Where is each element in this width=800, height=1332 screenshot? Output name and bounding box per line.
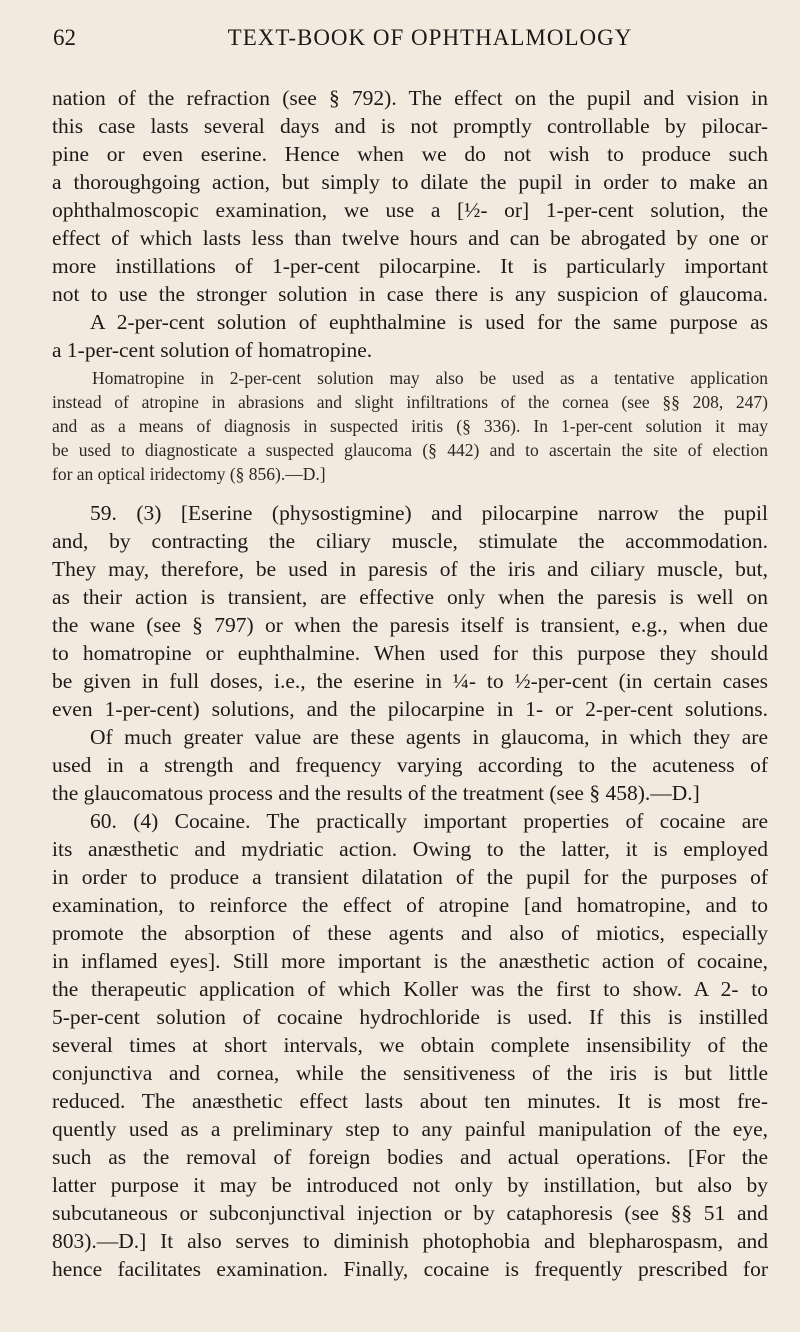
text-line: to homatropine or euphthalmine. When used for this purpose they should [52, 641, 768, 665]
text-line: not to use the stronger solution in case there is any suspicion of glaucoma. [52, 282, 768, 306]
text-line: A 2-per-cent solution of euphthalmine is used for the same purpose as [90, 310, 768, 334]
text-line: be given in full doses, i.e., the eserine in ¼- to ½-per-cent (in certain cases [52, 669, 768, 693]
text-line: and, by contracting the ciliary muscle, stimulate the accommodation. [52, 529, 768, 553]
text-line: They may, therefore, be used in paresis of the iris and ciliary muscle, but, [52, 557, 768, 581]
text-line: effect of which lasts less than twelve hours and can be abrogated by one or [52, 226, 768, 250]
footnote-line: and as a means of diagnosis in suspected iritis (§ 336). In 1-per-cent solution it may [52, 416, 768, 436]
text-line: hence facilitates examination. Finally, cocaine is frequently prescribed for [52, 1257, 768, 1281]
text-line: used in a strength and frequency varying according to the acuteness of [52, 753, 768, 777]
text-line: 59. (3) [Eserine (physostigmine) and pilocarpine narrow the pupil [90, 501, 768, 525]
page-number: 62 [53, 25, 76, 50]
text-line: latter purpose it may be introduced not only by instillation, but also by [52, 1173, 768, 1197]
text-line: in order to produce a transient dilatation of the pupil for the purposes of [52, 865, 768, 889]
text-line: promote the absorption of these agents and also of miotics, especially [52, 921, 768, 945]
text-line: ophthalmoscopic examination, we use a [½- or] 1-per-cent solution, the [52, 198, 768, 222]
text-line: pine or even eserine. Hence when we do not wish to produce such [52, 142, 768, 166]
footnote-line: Homatropine in 2-per-cent solution may also be used as a tentative application [92, 368, 768, 388]
text-line: more instillations of 1-per-cent pilocarpine. It is particularly important [52, 254, 768, 278]
text-line: 803).—D.] It also serves to diminish photophobia and blepharospasm, and [52, 1229, 768, 1253]
text-line: quently used as a preliminary step to any painful manipulation of the eye, [52, 1117, 768, 1141]
text-line: conjunctiva and cornea, while the sensitiveness of the iris is but little [52, 1061, 768, 1085]
text-line: subcutaneous or subconjunctival injection or by cataphoresis (see §§ 51 and [52, 1201, 768, 1225]
text-line: the therapeutic application of which Koller was the first to show. A 2- to [52, 977, 768, 1001]
text-line: Of much greater value are these agents in glaucoma, in which they are [90, 725, 768, 749]
text-line: such as the removal of foreign bodies and actual operations. [For the [52, 1145, 768, 1169]
text-line: even 1-per-cent) solutions, and the pilocarpine in 1- or 2-per-cent solutions. [52, 697, 768, 721]
text-line: its anæsthetic and mydriatic action. Owing to the latter, it is employed [52, 837, 768, 861]
text-line: a thoroughgoing action, but simply to dilate the pupil in order to make an [52, 170, 768, 194]
text-line: the wane (see § 797) or when the paresis itself is transient, e.g., when due [52, 613, 768, 637]
text-line: 5-per-cent solution of cocaine hydrochloride is used. If this is instilled [52, 1005, 768, 1029]
running-title: TEXT-BOOK OF OPHTHALMOLOGY [227, 25, 633, 50]
text-line: 60. (4) Cocaine. The practically important properties of cocaine are [90, 809, 768, 833]
footnote-line: be used to diagnosticate a suspected glaucoma (§ 442) and to ascertain the site of election [52, 440, 768, 460]
footnote-line: for an optical iridectomy (§ 856).—D.] [52, 464, 326, 484]
text-line: as their action is transient, are effective only when the paresis is well on [52, 585, 768, 609]
text-line: several times at short intervals, we obtain complete insensibility of the [52, 1033, 768, 1057]
text-line: in inflamed eyes]. Still more important is the anæsthetic action of cocaine, [52, 949, 768, 973]
text-line: a 1-per-cent solution of homatropine. [52, 338, 373, 362]
footnote-line: instead of atropine in abrasions and slight infiltrations of the cornea (see §§ 208, 247) [52, 392, 768, 412]
text-line: this case lasts several days and is not promptly controllable by pilocar- [52, 114, 768, 138]
text-line: examination, to reinforce the effect of atropine [and homatropine, and to [52, 893, 768, 917]
text-line: the glaucomatous process and the results of the treatment (see § 458).—D.] [52, 781, 700, 805]
text-line: nation of the refraction (see § 792). The effect on the pupil and vision in [52, 86, 768, 110]
text-line: reduced. The anæsthetic effect lasts about ten minutes. It is most fre- [52, 1089, 768, 1113]
